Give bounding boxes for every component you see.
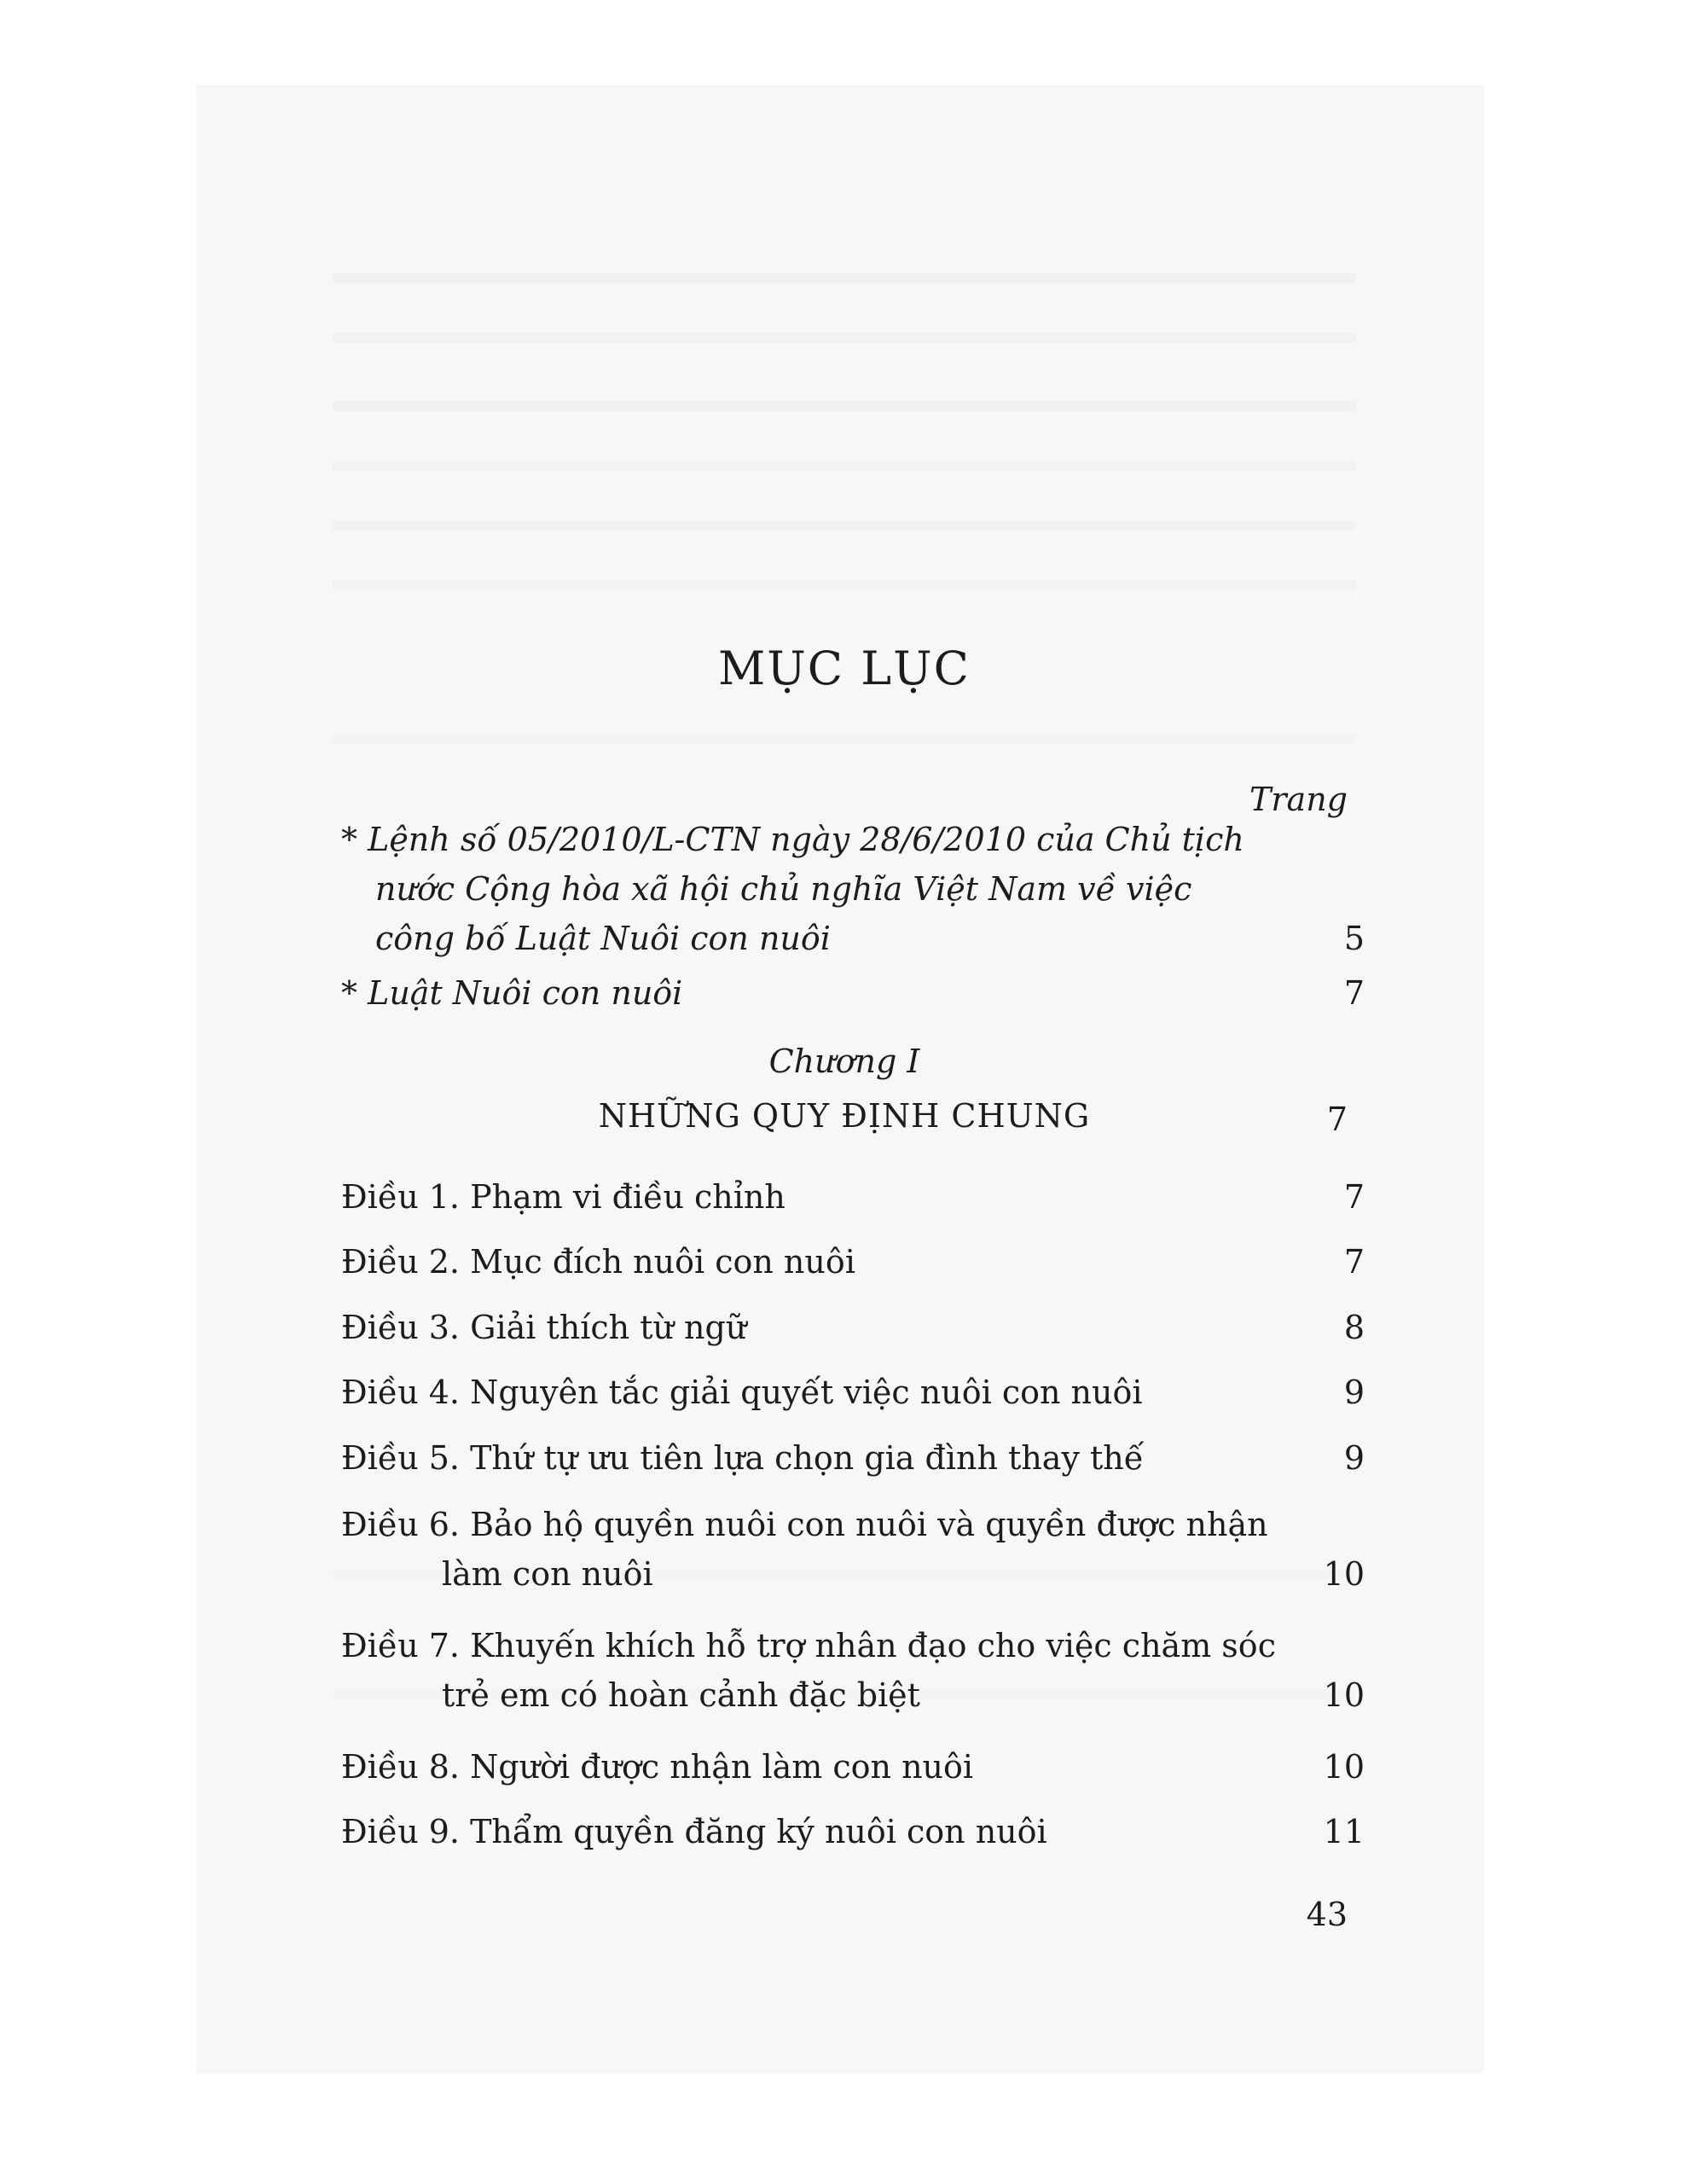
toc-entry-page: 7 [1343,1178,1365,1216]
chapter-label: Chương I [768,1043,920,1080]
chapter-page: 7 [1326,1101,1348,1138]
toc-title: MỤC LỤC [718,642,971,695]
toc-entry [341,1172,1365,1222]
toc-entry-page: 10 [1323,1676,1365,1714]
toc-entry-page: 7 [1343,1243,1365,1281]
toc-entry [341,1742,1365,1792]
toc-entry-text: Điều 5. Thứ tự ưu tiên lựa chọn gia đình thay thế [341,1439,1145,1477]
page-column-label: Trang [1249,781,1348,818]
page-number: 43 [1306,1896,1348,1933]
toc-entry-page: 11 [1323,1813,1365,1850]
toc-entry [341,1807,1365,1856]
toc-entry-page: 9 [1343,1374,1365,1411]
toc-entry [341,1368,1365,1417]
toc-entry-page: 10 [1323,1748,1365,1786]
toc-entry [341,1621,1365,1720]
chapter-name: NHỮNG QUY ĐỊNH CHUNG [598,1097,1091,1135]
toc-entry-page: 7 [1343,974,1365,1012]
toc-entry [341,968,1365,1018]
toc-entry-text: Điều 3. Giải thích từ ngữ [341,1309,747,1346]
toc-entry-page: 8 [1343,1309,1365,1346]
toc-entry-text: Điều 2. Mục đích nuôi con nuôi [341,1243,855,1281]
toc-entry-text: * Luật Nuôi con nuôi [341,974,683,1012]
toc-entry-page: 5 [1343,920,1365,957]
toc-entry-text: Điều 9. Thẩm quyền đăng ký nuôi con nuôi [341,1813,1047,1850]
toc-entry-text: Điều 1. Phạm vi điều chỉnh [341,1178,786,1216]
toc-entry [341,1433,1365,1483]
toc-entry-text: Điều 4. Nguyên tắc giải quyết việc nuôi con nuôi [341,1374,1143,1411]
toc-entry [341,1303,1365,1352]
toc-entry [341,1500,1365,1599]
toc-entry-page: 9 [1343,1439,1365,1477]
toc-entry-text: Điều 7. Khuyến khích hỗ trợ nhân đạo cho việc chăm sóc trẻ em có hoàn cảnh đặc biệt [341,1627,1276,1714]
toc-entry-text: Điều 6. Bảo hộ quyền nuôi con nuôi và quyền được nhận làm con nuôi [341,1506,1268,1593]
toc-entry-page: 10 [1323,1555,1365,1593]
toc-entry-text: Điều 8. Người được nhận làm con nuôi [341,1748,974,1786]
toc-entry-text: * Lệnh số 05/2010/L-CTN ngày 28/6/2010 của Chủ tịch nước Cộng hòa xã hội chủ nghĩa Việt Nam về việc công bố Luật Nuôi con nuôi [341,821,1244,957]
toc-entry [341,1237,1365,1287]
toc-entry [341,815,1365,963]
